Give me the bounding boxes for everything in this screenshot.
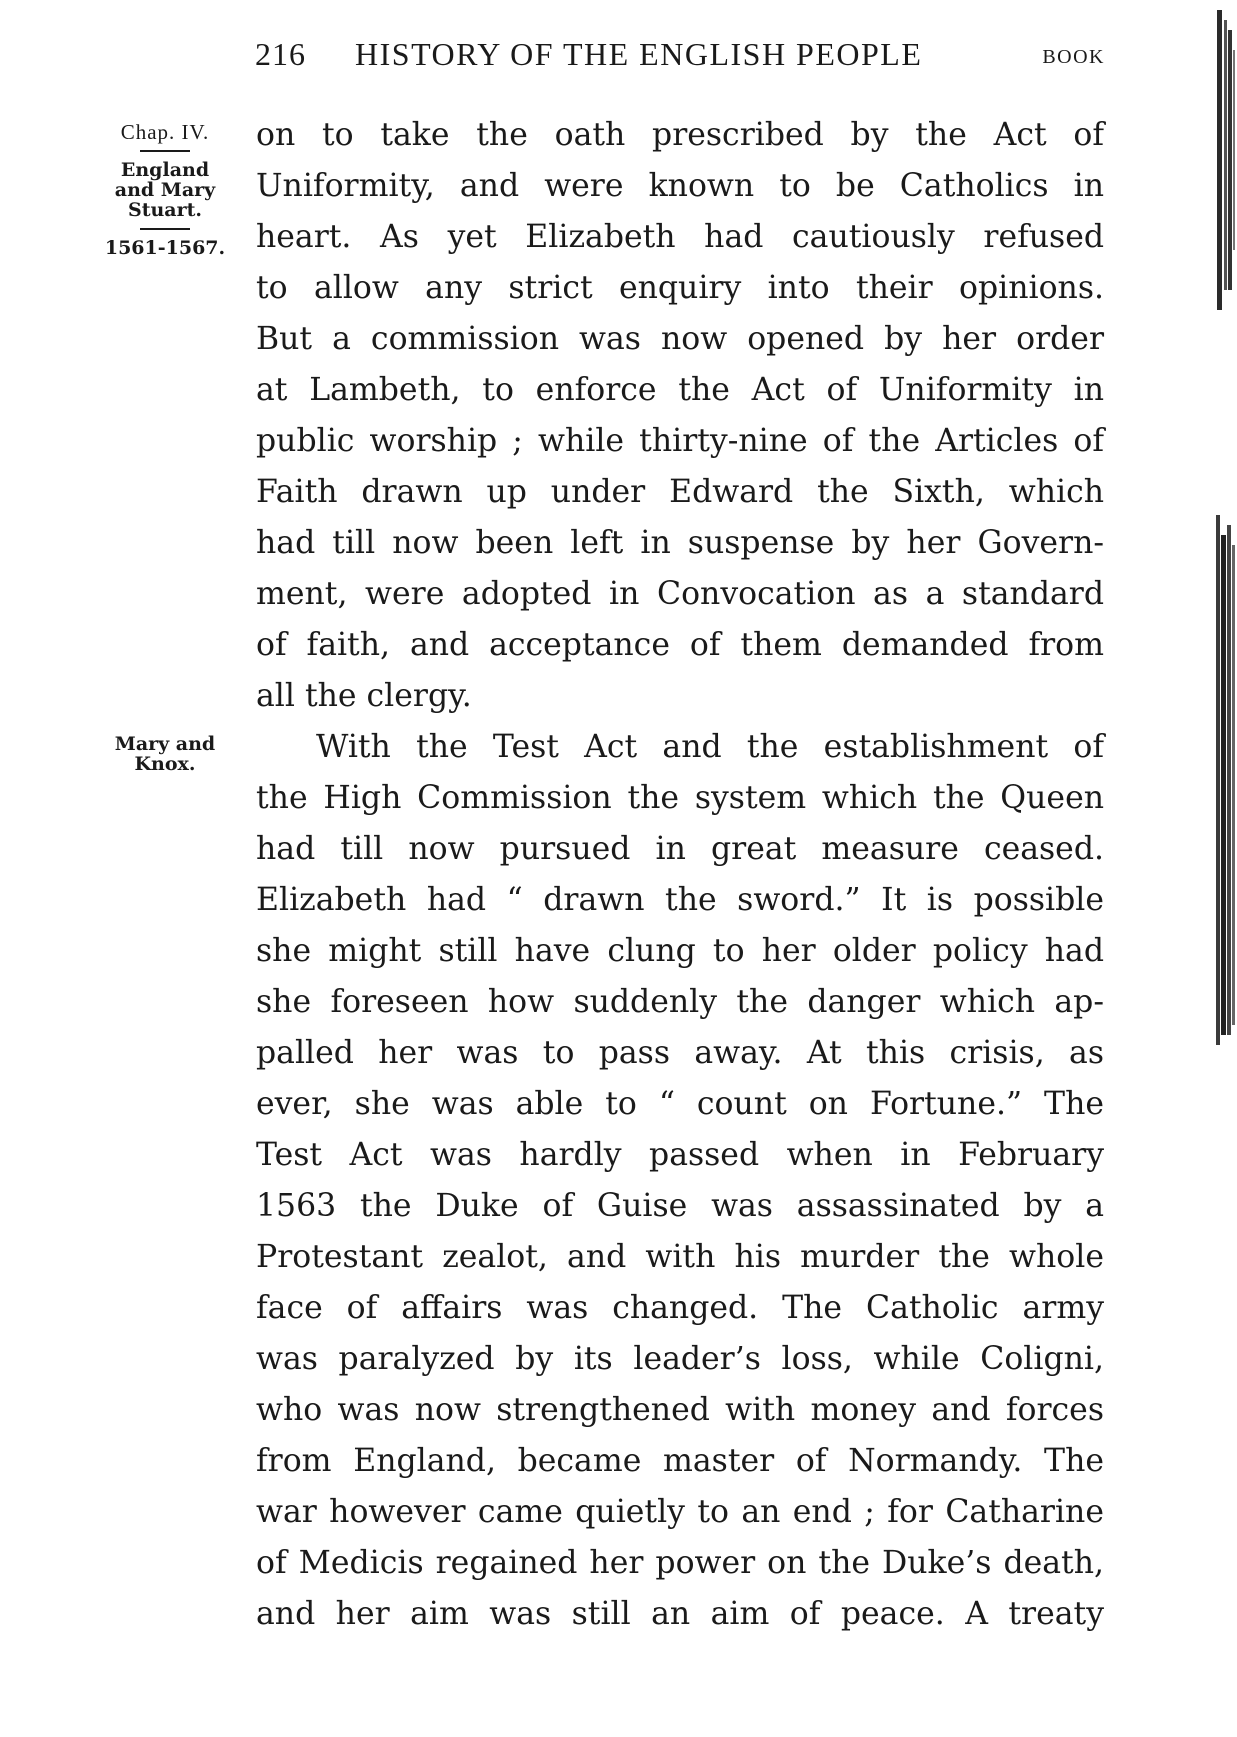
scan-edge-artifact-top	[1215, 10, 1237, 310]
text-line: had till now pursued in great measure ceased.	[256, 831, 1104, 867]
sidenote-rule	[140, 150, 190, 152]
text-line: she might still have clung to her older policy had	[256, 933, 1104, 969]
sidenote-mary-knox	[92, 734, 238, 774]
text-line: palled her was to pass away. At this crisis, as	[256, 1035, 1104, 1071]
scan-edge-artifact-middle	[1215, 515, 1237, 1045]
sidenote-dates: 1561-1567.	[104, 237, 226, 259]
text-line: 1563 the Duke of Guise was assassinated by a	[256, 1188, 1104, 1224]
text-line: But a commission was now opened by her order	[256, 321, 1104, 357]
text-line: she foreseen how suddenly the danger which ap-	[256, 984, 1104, 1020]
text-line: of Medicis regained her power on the Duke’s death,	[256, 1545, 1104, 1581]
text-line: at Lambeth, to enforce the Act of Uniformity in	[256, 372, 1104, 408]
text-line: Elizabeth had “ drawn the sword.” It is possible	[256, 882, 1104, 918]
sidenote-topic-line: Knox.	[134, 753, 196, 775]
text-line: Protestant zealot, and with his murder the whole	[256, 1239, 1104, 1275]
sidenote-chapter-block	[92, 122, 238, 258]
text-line: face of affairs was changed. The Catholic army	[256, 1290, 1104, 1326]
text-line: of faith, and acceptance of them demanded from	[256, 627, 1104, 663]
paragraph-2	[256, 722, 1104, 1640]
sidenote-rule	[140, 228, 190, 230]
text-line: the High Commission the system which the Queen	[256, 780, 1104, 816]
text-line: Test Act was hardly passed when in February	[256, 1137, 1104, 1173]
text-line: all the clergy.	[256, 678, 472, 714]
text-line: With the Test Act and the establishment of	[316, 729, 1104, 765]
running-title: HISTORY OF THE ENGLISH PEOPLE	[355, 36, 923, 72]
sidenote-topic-line: Mary and	[114, 733, 216, 755]
text-line: to allow any strict enquiry into their opinions.	[256, 270, 1104, 306]
sidenote-topic-line: Stuart.	[127, 199, 203, 221]
text-line: had till now been left in suspense by her Govern-	[256, 525, 1104, 561]
page-number: 216	[255, 36, 306, 72]
text-line: ever, she was able to “ count on Fortune.” The	[256, 1086, 1104, 1122]
text-line: heart. As yet Elizabeth had cautiously refused	[256, 219, 1104, 255]
text-line: who was now strengthened with money and forces	[256, 1392, 1104, 1428]
text-line: Uniformity, and were known to be Catholics in	[256, 168, 1104, 204]
text-line: Faith drawn up under Edward the Sixth, which	[256, 474, 1104, 510]
paragraph-1	[256, 110, 1104, 722]
text-line: from England, became master of Normandy. The	[256, 1443, 1104, 1479]
text-line: on to take the oath prescribed by the Act of	[256, 117, 1104, 153]
text-line: war however came quietly to an end ; for Catharine	[256, 1494, 1104, 1530]
text-line: ment, were adopted in Convocation as a standard	[256, 576, 1104, 612]
running-header	[255, 30, 1105, 80]
text-line: was paralyzed by its leader’s loss, while Coligni,	[256, 1341, 1104, 1377]
sidenote-chapter: Chap. IV.	[120, 120, 210, 144]
book-label: BOOK	[1042, 46, 1105, 68]
sidenote-topic-line: and Mary	[114, 179, 216, 201]
sidenote-topic-line: England	[120, 159, 210, 181]
text-line: and her aim was still an aim of peace. A treaty	[256, 1596, 1104, 1632]
text-line: public worship ; while thirty-nine of the Articles of	[256, 423, 1104, 459]
